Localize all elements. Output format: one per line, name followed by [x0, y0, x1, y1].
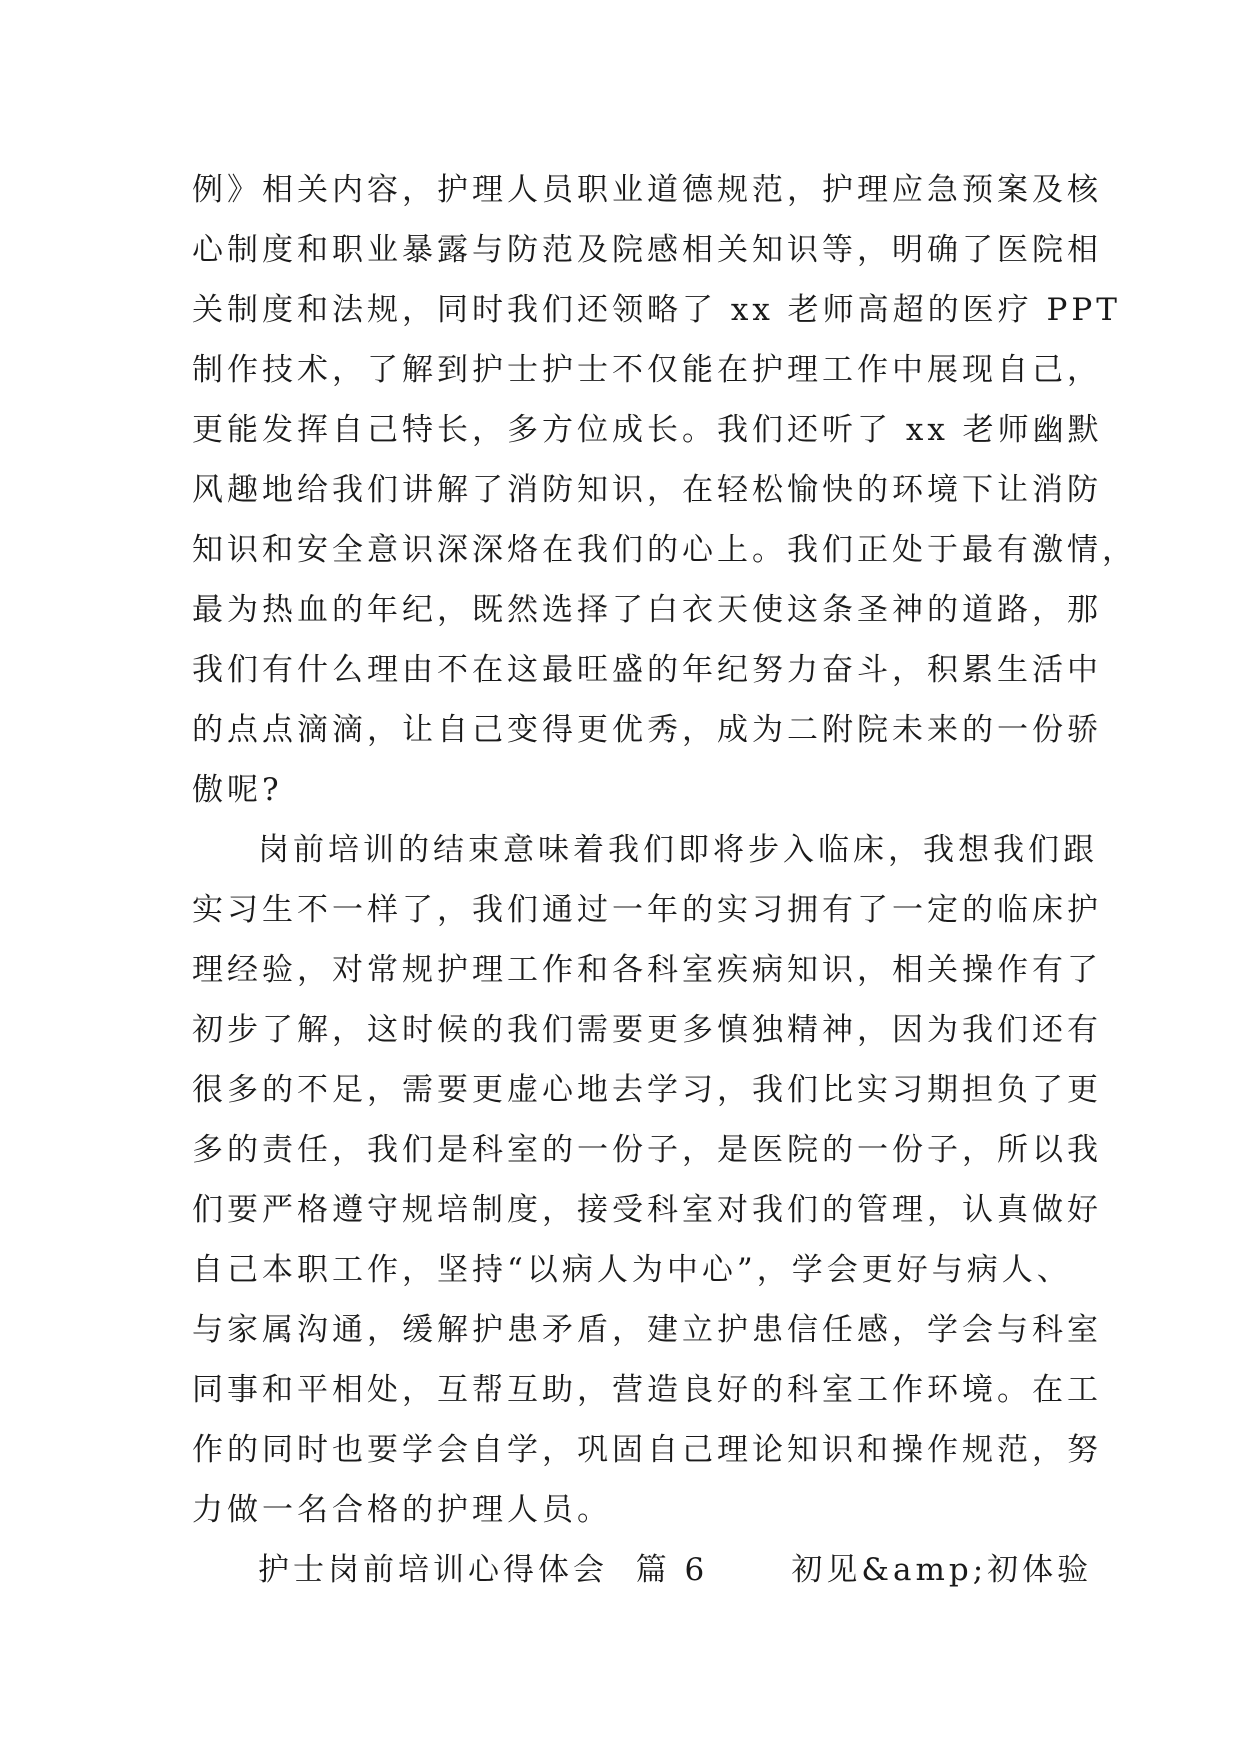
text-line: 制作技术，了解到护士护士不仅能在护理工作中展现自己，: [192, 352, 1102, 388]
text-line: 风趣地给我们讲解了消防知识，在轻松愉快的环境下让消防: [192, 472, 1102, 508]
text-line: 初步了解，这时候的我们需要更多慎独精神，因为我们还有: [192, 1012, 1102, 1048]
text-line: 与家属沟通，缓解护患矛盾，建立护患信任感，学会与科室: [192, 1312, 1102, 1348]
text-line: 最为热血的年纪，既然选择了白衣天使这条圣神的道路，那: [192, 592, 1102, 628]
paragraph-1: [192, 160, 1137, 820]
text-line: 岗前培训的结束意味着我们即将步入临床，我想我们跟: [258, 832, 1098, 868]
text-line: 多的责任，我们是科室的一份子，是医院的一份子，所以我: [192, 1132, 1102, 1168]
text-line: 心制度和职业暴露与防范及院感相关知识等，明确了医院相: [192, 232, 1102, 268]
text-line: 的点点滴滴，让自己变得更优秀，成为二附院未来的一份骄: [192, 712, 1102, 748]
text-line: 作的同时也要学会自学，巩固自己理论知识和操作规范，努: [192, 1432, 1102, 1468]
text-line: 自己本职工作，坚持“以病人为中心”，学会更好与病人、: [192, 1252, 1072, 1288]
section-heading: 护士岗前培训心得体会 篇 6 初见&amp;初体验: [258, 1552, 1093, 1588]
text-line: 我们有什么理由不在这最旺盛的年纪努力奋斗，积累生活中: [192, 652, 1102, 688]
text-line: 更能发挥自己特长，多方位成长。我们还听了 xx 老师幽默: [192, 412, 1103, 448]
text-line: 力做一名合格的护理人员。: [192, 1492, 612, 1528]
text-line: 例》相关内容，护理人员职业道德规范，护理应急预案及核: [192, 172, 1102, 208]
text-line: 实习生不一样了，我们通过一年的实习拥有了一定的临床护: [192, 892, 1102, 928]
paragraph-2: [192, 820, 1102, 1540]
text-line: 傲呢?: [192, 772, 283, 808]
text-line: 们要严格遵守规培制度，接受科室对我们的管理，认真做好: [192, 1192, 1102, 1228]
document-body: [192, 160, 1137, 1600]
text-line: 关制度和法规，同时我们还领略了 xx 老师高超的医疗 PPT: [192, 292, 1121, 328]
text-line: 理经验，对常规护理工作和各科室疾病知识，相关操作有了: [192, 952, 1102, 988]
text-line: 知识和安全意识深深烙在我们的心上。我们正处于最有激情，: [192, 532, 1137, 568]
text-line: 同事和平相处，互帮互助，营造良好的科室工作环境。在工: [192, 1372, 1102, 1408]
text-line: 很多的不足，需要更虚心地去学习，我们比实习期担负了更: [192, 1072, 1102, 1108]
